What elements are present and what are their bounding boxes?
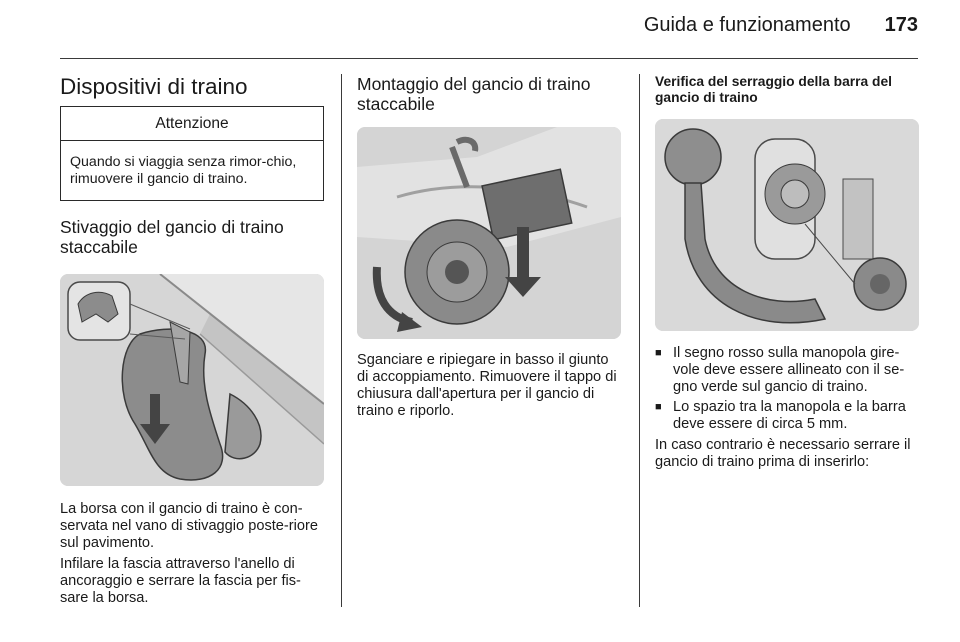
page-number: 173 xyxy=(884,14,918,36)
header-rule xyxy=(60,58,918,59)
list-item xyxy=(655,345,919,396)
bullet-list xyxy=(655,345,919,433)
list-item xyxy=(655,399,919,433)
bullet-square-icon: ■ xyxy=(655,347,662,359)
paragraph: In caso contrario è necessario serrare il gancio di traino prima di inserirlo: xyxy=(655,437,911,470)
warning-text: Quando si viaggia senza rimor-chio, rimuovere il gancio di traino. xyxy=(70,154,297,187)
warning-box xyxy=(60,106,324,201)
coupling-mount-illustration xyxy=(357,127,621,339)
section-title: Verifica del serraggio della barra del gancio di traino xyxy=(655,74,892,105)
column-2 xyxy=(357,74,623,420)
header-title: Guida e funzionamento xyxy=(643,14,851,36)
paragraph: Sganciare e ripiegare in basso il giunto di accoppiamento. Rimuovere il tappo di chiusura dall'apertura per il gancio di traino e riporlo. xyxy=(357,352,617,419)
paragraph: La borsa con il gancio di traino è con-servata nel vano di stivaggio poste-riore sul pavimento. xyxy=(60,501,318,551)
towbar-bag-illustration xyxy=(60,274,324,486)
column-divider xyxy=(639,74,640,607)
list-item-text: Lo spazio tra la manopola e la barra deve essere di circa 5 mm. xyxy=(673,399,906,432)
column-1 xyxy=(60,74,324,607)
column-3 xyxy=(655,74,919,471)
tightening-check-illustration xyxy=(655,119,919,331)
list-item-text: Il segno rosso sulla manopola gire-vole deve essere allineato con il se-gno verde sul gancio di traino. xyxy=(673,345,905,395)
section-title: Montaggio del gancio di traino staccabile xyxy=(357,74,591,114)
subsection-title: Stivaggio del gancio di traino staccabile xyxy=(60,217,284,257)
paragraph: Infilare la fascia attraverso l'anello di ancoraggio e serrare la fascia per fis-sare la borsa. xyxy=(60,556,301,606)
section-title: Dispositivi di traino xyxy=(60,74,248,99)
page-header xyxy=(644,14,918,37)
column-divider xyxy=(341,74,342,607)
warning-heading: Attenzione xyxy=(61,107,323,141)
bullet-square-icon: ■ xyxy=(655,401,662,413)
